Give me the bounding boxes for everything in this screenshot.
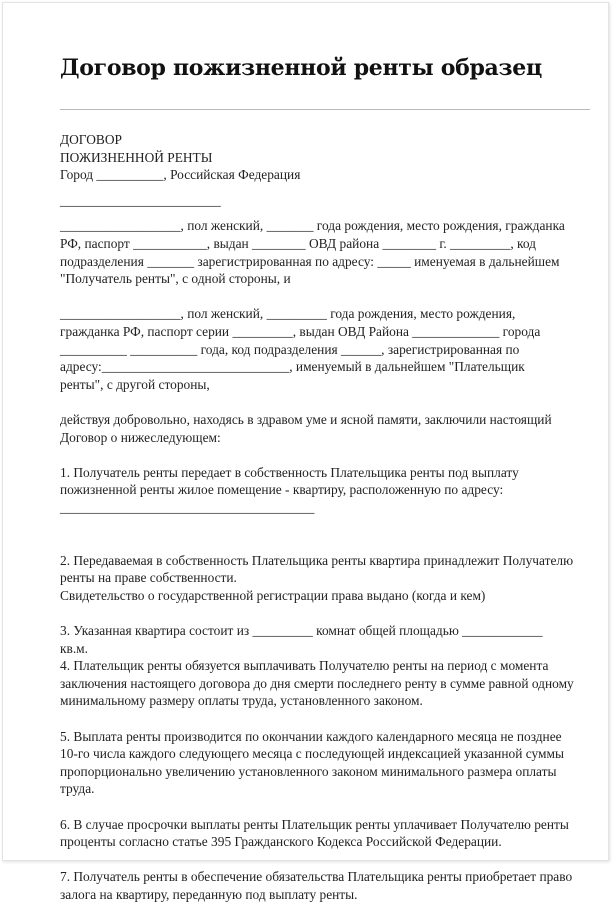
document-title: Договор пожизненной ренты образец bbox=[60, 55, 542, 81]
paragraph-line: __________________, пол женский, _________ года рождения, место рождения, bbox=[60, 306, 516, 322]
paragraph-line: подразделения _______ зарегистрированная по адресу: _____ именуемая в дальнейшем bbox=[60, 253, 560, 269]
paragraph-line: минимальному размеру оплаты труда, установленного законом. bbox=[60, 693, 423, 709]
paragraph-line: Договор о нижеследующем: bbox=[60, 429, 221, 445]
heading-line: ПОЖИЗНЕННОЙ РЕНТЫ bbox=[60, 149, 213, 165]
paragraph-line: заключения настоящего договора до дня смерти последнего ренту в сумме равной одному bbox=[60, 675, 574, 691]
paragraph-line: 2. Передаваемая в собственность Плательщика ренты квартира принадлежит Получателю bbox=[60, 552, 574, 568]
paragraph-line: "Получатель ренты", с одной стороны, и bbox=[60, 271, 291, 287]
title-divider bbox=[60, 109, 590, 110]
contract-body bbox=[60, 131, 600, 904]
paragraph-line: 5. Выплата ренты производится по окончании каждого календарного месяца не позднее bbox=[60, 728, 562, 744]
paragraph-line: кв.м. bbox=[60, 640, 88, 656]
clause-6 bbox=[60, 816, 600, 851]
paragraph-line: адресу:____________________________, именуемый в дальнейшем "Плательщик bbox=[60, 359, 525, 375]
paragraph-line: 4. Плательщик ренты обязуется выплачивать Получателю ренты на период с момента bbox=[60, 658, 549, 674]
clause-4 bbox=[60, 657, 600, 710]
party-two-paragraph bbox=[60, 305, 600, 393]
heading-line: ДОГОВОР bbox=[60, 132, 122, 147]
date-blank-line: ________________________ bbox=[60, 192, 221, 208]
paragraph-line: 6. В случае просрочки выплаты ренты Плательщик ренты уплачивает Получателю ренты bbox=[60, 816, 569, 832]
clause-3 bbox=[60, 622, 600, 657]
clause-2 bbox=[60, 552, 600, 605]
paragraph-line: труда. bbox=[60, 781, 95, 797]
paragraph-line: ренты", с другой стороны, bbox=[60, 376, 210, 392]
paragraph-line: РФ, паспорт ___________, выдан ________ ОВД района ________ г. _________, код bbox=[60, 235, 536, 251]
paragraph-line: пожизненной ренты жилое помещение - квартиру, расположенную по адресу: bbox=[60, 482, 504, 498]
contract-heading bbox=[60, 131, 600, 184]
paragraph-line: пропорционально увеличению установленного законом минимального размера оплаты bbox=[60, 763, 557, 779]
preamble-paragraph bbox=[60, 411, 600, 446]
paragraph-line: ______________________________________ bbox=[60, 499, 315, 515]
paragraph-line: действуя добровольно, находясь в здравом уме и ясной памяти, заключили настоящий bbox=[60, 411, 552, 427]
paragraph-line: залога на квартиру, переданную под выплату ренты. bbox=[60, 886, 358, 902]
paragraph-line: гражданка РФ, паспорт серии _________, выдан ОВД Района _____________ города bbox=[60, 323, 541, 339]
clause-5 bbox=[60, 728, 600, 798]
document-page bbox=[2, 2, 609, 902]
clause-1 bbox=[60, 464, 600, 517]
paragraph-line: Свидетельство о государственной регистрации права выдано (когда и кем) bbox=[60, 587, 486, 603]
paragraph-line: __________ __________ года, код подразделения ______, зарегистрированная по bbox=[60, 341, 520, 357]
clause-7 bbox=[60, 868, 600, 903]
party-one-paragraph bbox=[60, 217, 600, 287]
paragraph-line: 10-го числа каждого следующего месяца с последующей индексацией указанной суммы bbox=[60, 746, 564, 762]
paragraph-line: 1. Получатель ренты передает в собственность Плательщика ренты под выплату bbox=[60, 464, 519, 480]
paragraph-line: __________________, пол женский, _______ года рождения, место рождения, гражданка bbox=[60, 218, 565, 234]
heading-line: Город __________, Российская Федерация bbox=[60, 167, 301, 183]
paragraph-line: 7. Получатель ренты в обеспечение обязательства Плательщика ренты приобретает право bbox=[60, 869, 573, 885]
paragraph-line: ренты на праве собственности. bbox=[60, 570, 237, 586]
paragraph-line: проценты согласно статье 395 Гражданского Кодекса Российской Федерации. bbox=[60, 834, 502, 850]
paragraph-line: 3. Указанная квартира состоит из _________ комнат общей площадью ____________ bbox=[60, 623, 543, 639]
